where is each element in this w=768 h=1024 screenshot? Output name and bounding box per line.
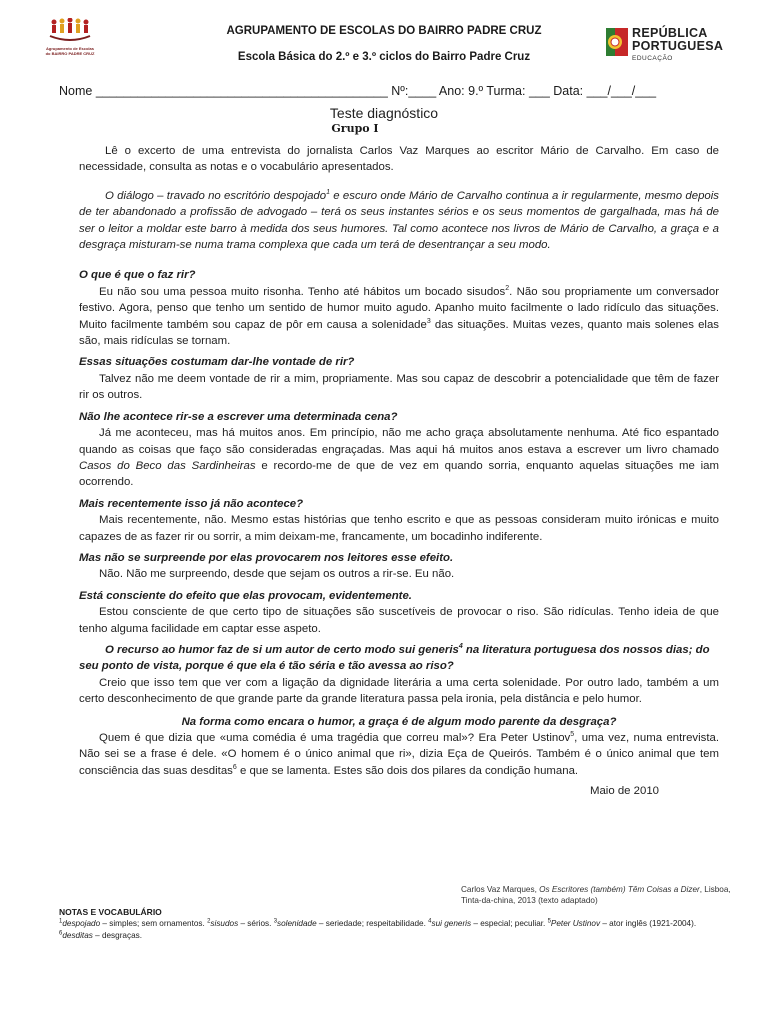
- footnote-ref: 5: [570, 731, 575, 739]
- interview-date: Maio de 2010: [589, 785, 659, 798]
- answer-5: Não. Não me surpreendo, desde que sejam os outros a rir-se. Eu não.: [99, 568, 455, 581]
- student-info-line: Nome __________________________________________ Nº:____ Ano: 9.º Turma: ___ Data: ___/___/___: [59, 84, 657, 98]
- question-8: Na forma como encara o humor, a graça é de algum modo parente da desgraça?: [181, 715, 617, 728]
- instructions: Lê o excerto de uma entrevista do jornalista Carlos Vaz Marques ao escritor Mário de Carvalho. Em caso de necessidade, consulta as notas e o vocabulário apresentados.: [79, 145, 719, 174]
- answer-3: Já me aconteceu, mas há muitos anos. Em princípio, não me acho graça absolutamente nenhuma. Até fico espantado quando as coisas que faço são consideradas engraçadas. Mas aqui há muitos anos estava a escrever um livro chamado Casos do Beco das Sardinheiras e recordo-me de que de vez em quando sorria, enquanto aquelas situações me iam ocorrendo.: [79, 427, 719, 489]
- note-item: $^1$despojado – simples; sem ornamentos.: [59, 918, 208, 928]
- school-logo-caption: Agrupamento de Escolas do BAIRRO PADRE CRUZ: [45, 46, 95, 56]
- book-title: Casos do Beco das Sardinheiras: [79, 459, 256, 472]
- lead-paragraph: O diálogo – travado no escritório despojado$^1$ e escuro onde Mário de Carvalho continua a ir regularmente, mesmo depois de ter abandonado a profissão de advogado – terá os seus instantes sérios e os seus momentos de gargalhada, mas há de ser o leitor a moldar este barro à medida dos seus humores. Tal como acontece nos livros de Mário de Carvalho, a graça e a desgraça misturam-se numa trama complexa que cada um terá de desentrançar a seu modo.: [79, 189, 719, 252]
- question-6: Está consciente do efeito que elas provocam, evidentemente.: [79, 589, 412, 602]
- portugal-shield-icon: [606, 28, 628, 56]
- answer-2: Talvez não me deem vontade de rir a mim, propriamente. Mas sou capaz de descobrir a potencialidade que têm de fazer rir os outros.: [79, 372, 719, 402]
- note-item: $^6$desditas – desgraças.: [59, 930, 142, 940]
- answer-4: Mais recentemente, não. Mesmo estas histórias que tenho escrito e que as pessoas consideram muito irónicas e muito capazes de as fazer rir ou sorrir, a mim deixam-me, francamente, um bocadinho indiferente.: [79, 514, 719, 543]
- note-item: $^2$sisudos – sérios.: [207, 918, 274, 928]
- source-title: Os Escritores (também) Têm Coisas a Dizer: [539, 885, 700, 894]
- notes-title: NOTAS E VOCABULÁRIO: [59, 907, 162, 917]
- group-title: Grupo I: [331, 122, 379, 135]
- footnote-ref: 1: [326, 189, 331, 197]
- note-item: $^5$Peter Ustinov – ator inglês (1921-2004).: [547, 918, 697, 928]
- answer-6: Estou consciente de que certo tipo de situações são suscetíveis de provocar o riso. São ridículas. Tenho ideia de que tenho alguma facilidade em captar esse aspeto.: [79, 606, 719, 635]
- question-5: Mas não se surpreende por elas provocarem nos leitores esse efeito.: [79, 551, 454, 564]
- footnote-ref: 4: [458, 643, 463, 651]
- note-item: $^4$sui generis – especial; peculiar.: [428, 918, 548, 928]
- school-name: AGRUPAMENTO DE ESCOLAS DO BAIRRO PADRE CRUZ: [226, 25, 542, 37]
- notes-list: [59, 918, 719, 942]
- source-citation: Carlos Vaz Marques, Os Escritores (também) Têm Coisas a Dizer, Lisboa, Tinta-da-china, 2013 (texto adaptado): [461, 885, 731, 905]
- republic-dept: EDUCAÇÃO: [632, 55, 673, 62]
- republic-line2: PORTUGUESA: [632, 39, 724, 53]
- footnote-ref: 6: [232, 764, 237, 772]
- answer-8: Quem é que dizia que «uma comédia é uma tragédia que correu mal»? Era Peter Ustinov$^5$, uma vez, numa entrevista. Não sei se a frase é dele. «O homem é o único animal que ri», dizia Eça de Queirós. Também é o único animal que tem consciência das suas desditas$^6$ e que se lamenta. Estes são dois dos pilares da condição humana.: [79, 731, 719, 777]
- main-text: [79, 143, 719, 800]
- republic-line1: REPÚBLICA: [632, 26, 708, 40]
- question-7: O recurso ao humor faz de si um autor de certo modo sui generis$^4$ na literatura portuguesa dos nossos dias; do seu ponto de vista, porque é que ela é tão séria e tão avessa ao riso?: [79, 643, 710, 673]
- question-2: Essas situações costumam dar-lhe vontade de rir?: [79, 356, 355, 369]
- question-1: O que é que o faz rir?: [79, 269, 196, 282]
- footnote-ref: 3: [426, 317, 431, 325]
- footnote-ref: 2: [505, 285, 510, 293]
- question-3: Não lhe acontece rir-se a escrever uma determinada cena?: [79, 410, 398, 423]
- question-4: Mais recentemente isso já não acontece?: [79, 497, 304, 510]
- answer-1: Eu não sou uma pessoa muito risonha. Tenho até hábitos um bocado sisudos$^2$. Não sou propriamente um conversador festivo. Agora, penso que tenho um sentido de humor muito agudo. Apanho muito facilmente o lado ridículo das situações. Muito facilmente também sou capaz de pôr em causa a solenidade$^3$ das situações. Muitas vezes, quanto mais solenes elas são, mais ridículas se tornam.: [79, 285, 719, 348]
- test-title: Teste diagnóstico: [329, 105, 439, 121]
- school-subtitle: Escola Básica do 2.º e 3.º ciclos do Bairro Padre Cruz: [237, 51, 531, 63]
- answer-7: Creio que isso tem que ver com a ligação da dignidade literária a uma certa solenidade. Por outro lado, também a um certo desconhecimento de que grande parte da grande literatura passa pela ironia, pela distância e pelo humor.: [79, 676, 719, 706]
- note-item: $^3$solenidade – seriedade; respeitabilidade.: [273, 918, 429, 928]
- republic-logo: [606, 26, 724, 66]
